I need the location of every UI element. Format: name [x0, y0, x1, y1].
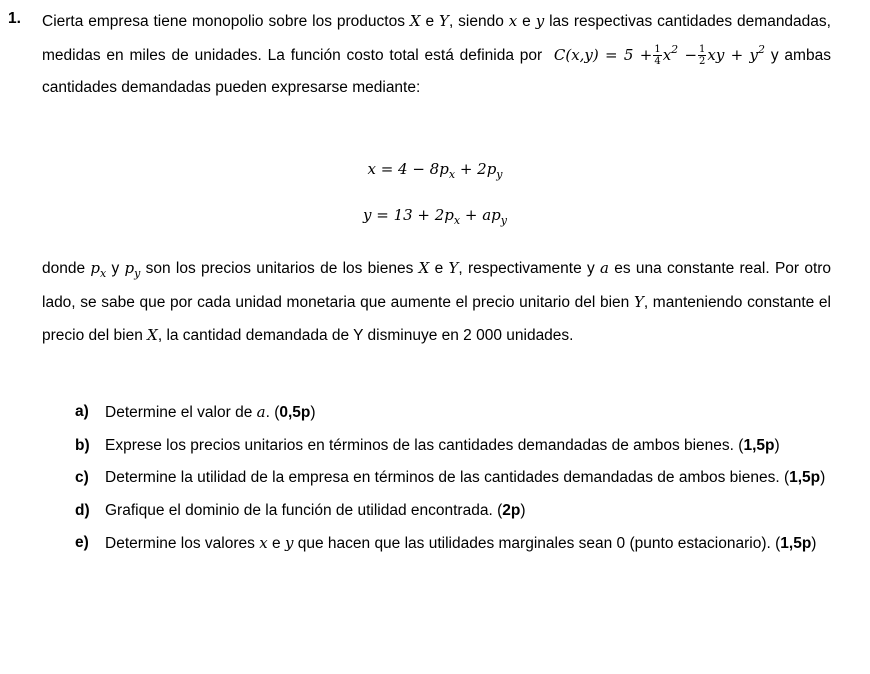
question-b: b) Exprese los precios unitarios en términos de las cantidades demandadas de ambos bienes. (1,5p) [75, 436, 780, 454]
fraction-one-half: $\frac{1}{2}$ [699, 44, 706, 67]
question-e: e) Determine los valores x e y que hacen que las utilidades marginales sean 0 (punto estacionario). (1,5p) [75, 534, 817, 552]
problem-number: 1. [8, 10, 21, 27]
demand-equation-x: $x = 4 - 8p_x + 2p_y$ [367, 160, 503, 181]
question-a: a) Determine el valor de a. (0,5p) [75, 403, 316, 421]
question-d: d) Grafique el dominio de la función de utilidad encontrada. (2p) [75, 501, 526, 519]
question-list [75, 396, 831, 561]
cost-function: C(x,y) = 5 + $\frac{1}{4}$ $x^2$ − $\frac{1}{2}$ xy + $y^2$ [553, 42, 765, 67]
problem-context: donde $p_x$ y $p_y$ son los precios unitarios de los bienes X e Y, respectivamente y a es una constante real. Por otro lado, se sabe que por cada unidad monetaria que aumente el precio unitario del bien Y, manteniendo constante el precio del bien X, la cantidad demandada de Y disminuye en 2 000 unidades. [42, 259, 832, 344]
demand-equation-y: $y = 13 + 2p_x + ap_y$ [362, 206, 507, 227]
problem-intro: Cierta empresa tiene monopolio sobre los productos X e Y, siendo x e y las respectivas cantidades demandadas, medidas en miles de unidades. La función costo total está definida por C(x,y) = 5 + $\frac{1}{4}$ $x^2$ − $\frac{1}{2}$ xy + $y^2$ y ambas cantidades demandadas pueden expresarse mediante: [42, 12, 831, 96]
fraction-one-quarter: $\frac{1}{4}$ [654, 44, 661, 67]
question-c: c) Determine la utilidad de la empresa en términos de las cantidades demandadas de ambos bienes. (1,5p) [75, 469, 826, 486]
